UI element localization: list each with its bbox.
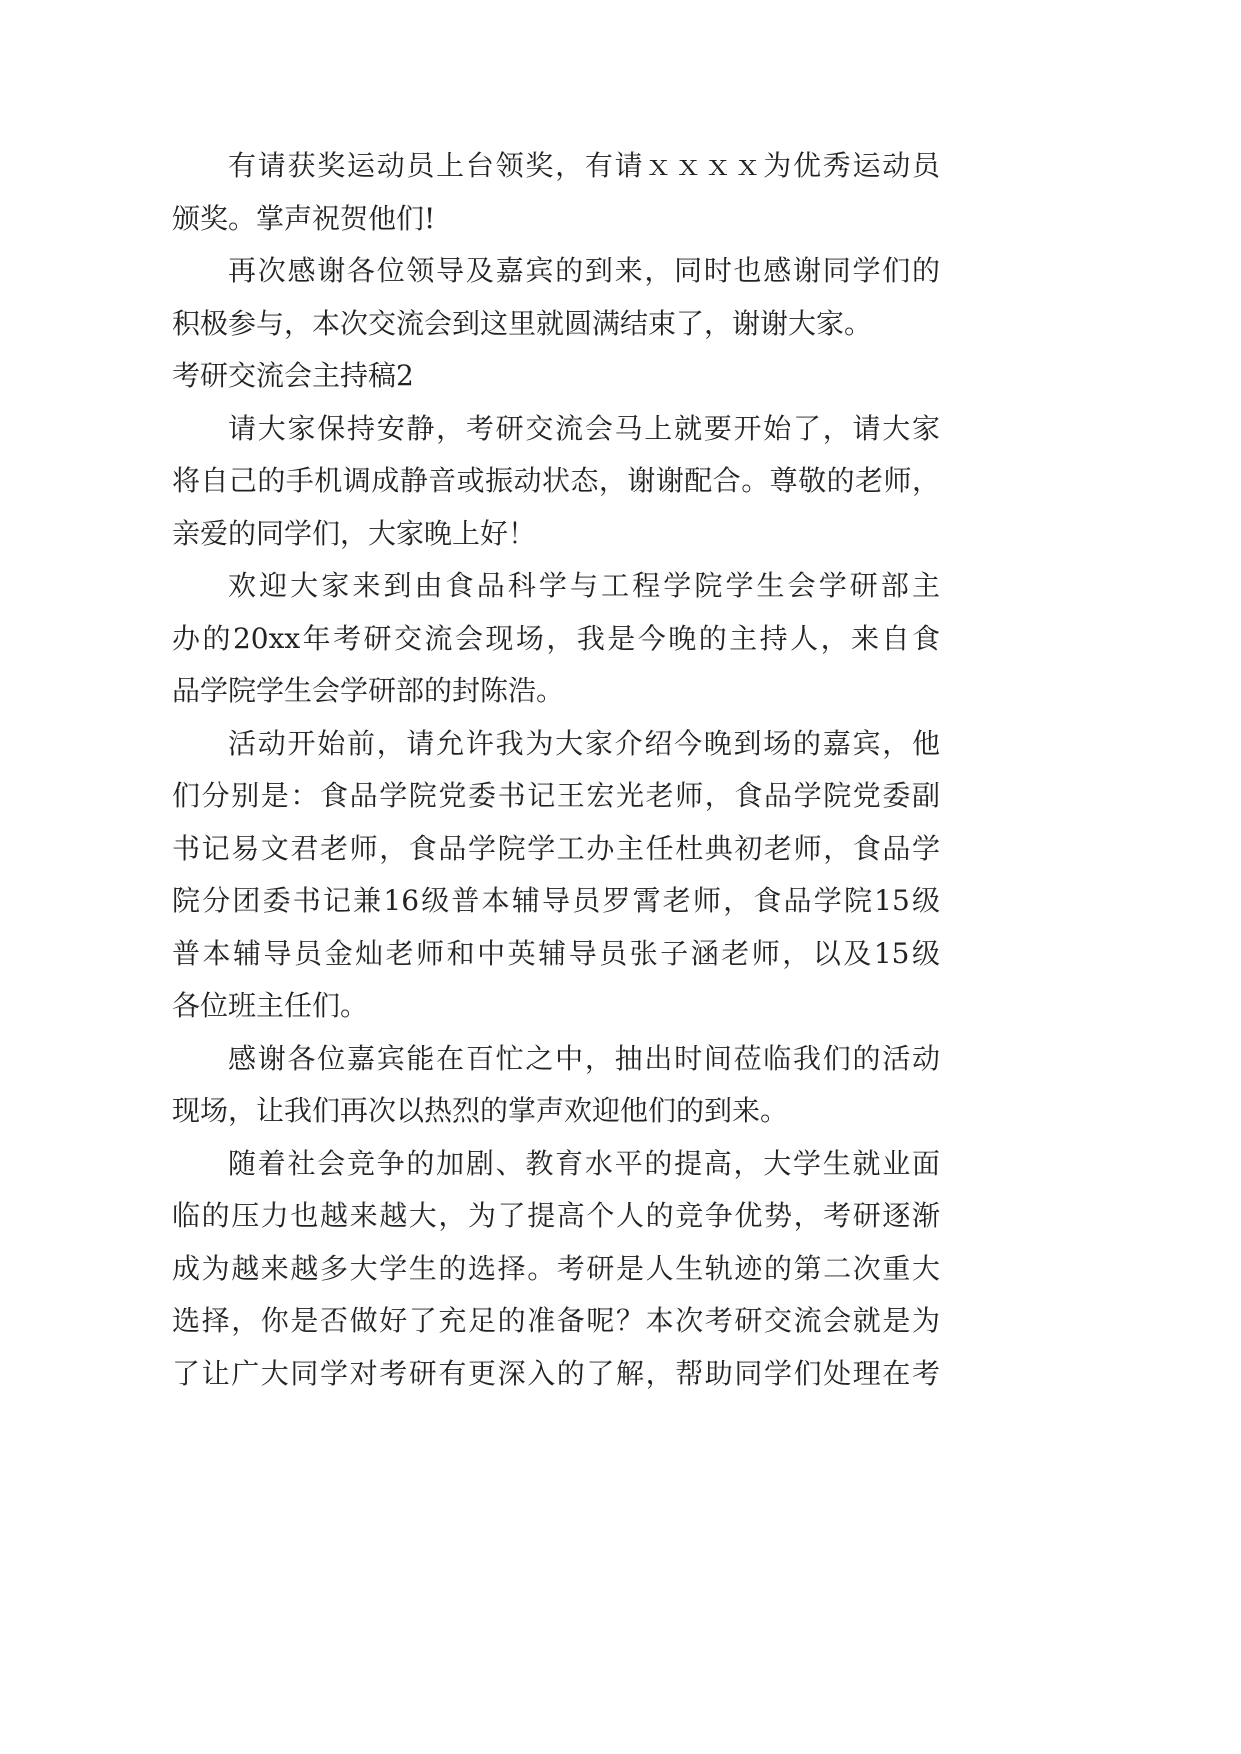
text-line: 了让广大同学对考研有更深入的了解，帮助同学们处理在考 [172,1356,940,1390]
text-line: 请大家保持安静，考研交流会马上就要开始了，请大家 [228,411,940,445]
paragraph [172,403,940,561]
text-line: 书记易文君老师，食品学院学工办主任杜典初老师，食品学 [172,831,940,865]
text-line: 积极参与，本次交流会到这里就圆满结束了，谢谢大家。 [172,306,873,340]
paragraph [172,245,940,350]
text-line: 各位班主任们。 [172,989,369,1022]
text-line: 有请获奖运动员上台领奖，有请ｘｘｘｘ为优秀运动员 [228,149,940,182]
paragraph [172,560,940,718]
text-line: 办的20xx年考研交流会现场，我是今晚的主持人，来自食 [172,621,940,655]
text-line: 成为越来越多大学生的选择。考研是人生轨迹的第二次重大 [172,1251,940,1285]
paragraph [172,718,940,1033]
text-line: 欢迎大家来到由食品科学与工程学院学生会学研部主 [228,569,940,602]
text-line: 活动开始前，请允许我为大家介绍今晚到场的嘉宾，他 [228,726,940,760]
text-line: 们分别是：食品学院党委书记王宏光老师，食品学院党委副 [172,779,940,812]
paragraph [172,1138,940,1401]
text-line: 院分团委书记兼16级普本辅导员罗霄老师，食品学院15级 [172,884,940,917]
text-line: 将自己的手机调成静音或振动状态，谢谢配合。尊敬的老师， [172,464,940,497]
text-line: 选择，你是否做好了充足的准备呢？本次考研交流会就是为 [172,1304,940,1337]
paragraph [172,140,940,245]
text-line: 普本辅导员金灿老师和中英辅导员张子涵老师，以及15级 [172,936,940,970]
paragraph [172,1033,940,1138]
text-line: 品学院学生会学研部的封陈浩。 [172,674,565,707]
text-line: 随着社会竞争的加剧、教育水平的提高，大学生就业面 [228,1146,940,1180]
text-line: 再次感谢各位领导及嘉宾的到来，同时也感谢同学们的 [228,254,940,287]
text-line: 现场，让我们再次以热烈的掌声欢迎他们的到来。 [172,1094,789,1127]
text-line: 临的压力也越来越大，为了提高个人的竞争优势，考研逐渐 [172,1199,940,1232]
text-line: 亲爱的同学们，大家晚上好！ [172,516,537,550]
text-line: 颁奖。掌声祝贺他们! [172,201,436,235]
section-heading: 考研交流会主持稿2 [172,359,414,392]
document-body [172,140,940,1400]
text-line: 感谢各位嘉宾能在百忙之中，抽出时间莅临我们的活动 [228,1041,940,1075]
